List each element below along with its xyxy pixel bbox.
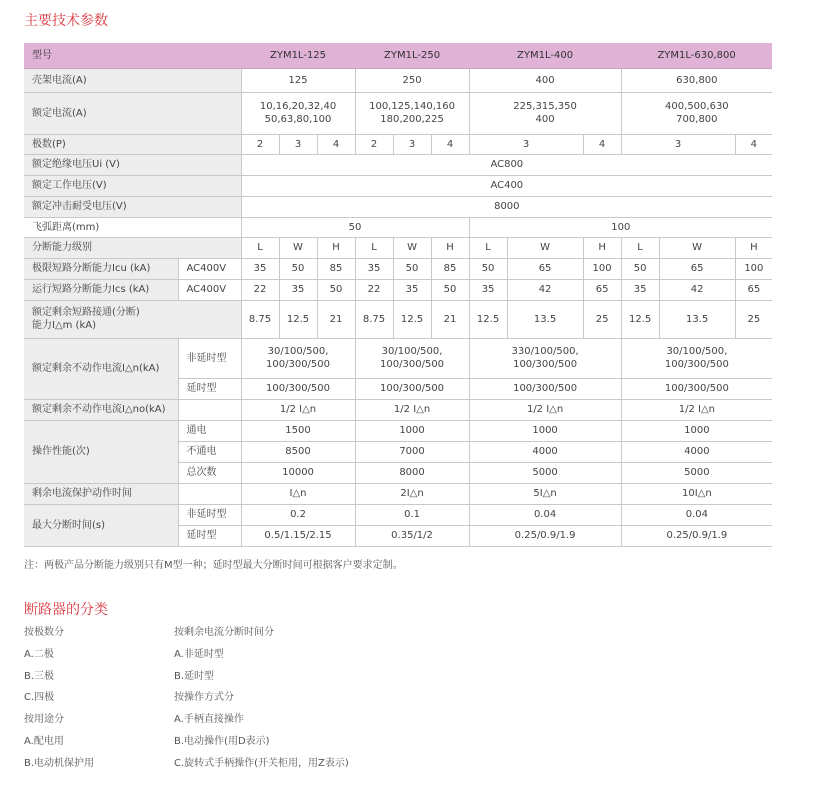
- cell: 1000: [621, 420, 772, 441]
- cell: 65: [583, 279, 621, 300]
- cell: 35: [241, 258, 279, 279]
- row-label: 额定电流(A): [24, 92, 241, 134]
- cell: 4: [735, 134, 772, 154]
- cell-line: 100/300/500: [664, 359, 729, 370]
- cell: 1/2 I△n: [621, 399, 772, 420]
- cell: [178, 399, 241, 420]
- cell: 0.25/0.9/1.9: [621, 525, 772, 546]
- cell: 7000: [355, 441, 469, 462]
- list-item: C.旋转式手柄操作(开关柜用，用Z表示): [174, 757, 349, 769]
- cell: 100/300/500: [469, 378, 621, 399]
- cell: 0.5/1.15/2.15: [241, 525, 355, 546]
- cell: 50: [279, 258, 317, 279]
- cell: 13.5: [659, 300, 735, 338]
- cell: 3: [621, 134, 735, 154]
- cell: 100/300/500: [241, 378, 355, 399]
- list-item: 按操作方式分: [174, 692, 234, 704]
- table-row: [24, 338, 772, 378]
- table-row: [24, 154, 772, 175]
- table-row: [24, 504, 772, 525]
- list-item: B.电动操作(用D表示): [174, 735, 270, 747]
- cell: 5I△n: [469, 483, 621, 504]
- cell: 42: [507, 279, 583, 300]
- cell: 65: [507, 258, 583, 279]
- cell: 42: [659, 279, 735, 300]
- cell: 4: [317, 134, 355, 154]
- cell: [355, 338, 469, 378]
- cell: 65: [659, 258, 735, 279]
- sub-label: AC400V: [178, 279, 241, 300]
- cell: [241, 92, 355, 134]
- cell: 5000: [469, 462, 621, 483]
- row-label: 剩余电流保护动作时间: [24, 483, 178, 504]
- cell-line: 30/100/500,: [666, 346, 728, 357]
- cell: 3: [469, 134, 583, 154]
- row-label: 极数(P): [24, 134, 241, 154]
- sub-label: 非延时型: [178, 338, 241, 378]
- cell: 0.25/0.9/1.9: [469, 525, 621, 546]
- cell-line: 100/300/500: [266, 359, 331, 370]
- cell: 35: [469, 279, 507, 300]
- cell: 10000: [241, 462, 355, 483]
- cell: 50: [317, 279, 355, 300]
- cell: I△n: [241, 483, 355, 504]
- cell: 8500: [241, 441, 355, 462]
- table-row: [24, 399, 772, 420]
- table-row: [24, 134, 772, 154]
- row-label: 额定绝缘电压Ui (V): [24, 154, 241, 175]
- cell-line: 400: [535, 114, 555, 125]
- model-250: ZYM1L-250: [355, 43, 469, 68]
- cell: [621, 92, 772, 134]
- cell: 2: [241, 134, 279, 154]
- cell: W: [279, 237, 317, 258]
- cell: 65: [735, 279, 772, 300]
- cell: 2: [355, 134, 393, 154]
- cell: AC800: [241, 154, 772, 175]
- list-item: A.非延时型: [174, 648, 224, 660]
- cell-line: 10,16,20,32,40: [259, 101, 337, 112]
- cell: H: [583, 237, 621, 258]
- cell: 1000: [355, 420, 469, 441]
- cell-line: 700,800: [676, 114, 718, 125]
- cell: L: [621, 237, 659, 258]
- cell-line: 100/300/500: [380, 359, 445, 370]
- cell: 10I△n: [621, 483, 772, 504]
- model-label: 型号: [24, 43, 241, 68]
- list-item: A.二极: [24, 648, 54, 660]
- cell: 12.5: [393, 300, 431, 338]
- sub-label: 延时型: [178, 525, 241, 546]
- cell: L: [241, 237, 279, 258]
- cell-line: 100,125,140,160: [369, 101, 455, 112]
- list-item: B.三极: [24, 670, 55, 682]
- model-125: ZYM1L-125: [241, 43, 355, 68]
- cell: W: [393, 237, 431, 258]
- classification-left: [24, 622, 94, 775]
- cell: 8000: [241, 196, 772, 217]
- cell-line: 225,315,350: [513, 101, 577, 112]
- cell: 35: [621, 279, 659, 300]
- cell: 22: [241, 279, 279, 300]
- list-item: C.四极: [24, 692, 55, 704]
- cell: 1/2 I△n: [469, 399, 621, 420]
- table-row: [24, 483, 772, 504]
- cell: 4000: [621, 441, 772, 462]
- cell: 1500: [241, 420, 355, 441]
- cell: 3: [279, 134, 317, 154]
- cell: 4000: [469, 441, 621, 462]
- cell: 1/2 I△n: [241, 399, 355, 420]
- cell: 85: [317, 258, 355, 279]
- cell-line: 30/100/500,: [267, 346, 329, 357]
- cell: 0.04: [621, 504, 772, 525]
- cell: 50: [469, 258, 507, 279]
- cell: [621, 338, 772, 378]
- cell: 50: [621, 258, 659, 279]
- cell: 100: [469, 217, 772, 237]
- table-row: [24, 68, 772, 92]
- sub-label: 延时型: [178, 378, 241, 399]
- table-row: [24, 217, 772, 237]
- table-header-row: [24, 43, 772, 68]
- cell: 630,800: [621, 68, 772, 92]
- cell: 8.75: [241, 300, 279, 338]
- table-row: [24, 420, 772, 441]
- cell: 8.75: [355, 300, 393, 338]
- classification-right: [174, 622, 349, 775]
- cell: W: [659, 237, 735, 258]
- cell: 8000: [355, 462, 469, 483]
- cell-line: 30/100/500,: [381, 346, 443, 357]
- list-item: A.手柄直接操作: [174, 714, 244, 726]
- cell: 13.5: [507, 300, 583, 338]
- cell-line: 50,63,80,100: [264, 114, 332, 125]
- cell: 0.04: [469, 504, 621, 525]
- cell: W: [507, 237, 583, 258]
- row-label-line: 能力I△m (kA): [32, 320, 96, 331]
- model-400: ZYM1L-400: [469, 43, 621, 68]
- cell: 21: [317, 300, 355, 338]
- row-label: [24, 300, 241, 338]
- cell: 50: [393, 258, 431, 279]
- sub-label: 不通电: [178, 441, 241, 462]
- cell: 50: [241, 217, 469, 237]
- cell: 100/300/500: [621, 378, 772, 399]
- cell: 35: [393, 279, 431, 300]
- table-note: 注：两极产品分断能力级别只有M型一种；延时型最大分断时间可根据客户要求定制。: [24, 560, 403, 571]
- table-row: [24, 92, 772, 134]
- row-label: 运行短路分断能力Ics (kA): [24, 279, 178, 300]
- cell-line: 100/300/500: [513, 359, 578, 370]
- cell: 25: [735, 300, 772, 338]
- sub-label: 非延时型: [178, 504, 241, 525]
- cell-line: 180,200,225: [380, 114, 444, 125]
- cell: 25: [583, 300, 621, 338]
- cell: 22: [355, 279, 393, 300]
- cell: L: [355, 237, 393, 258]
- cell: 100: [583, 258, 621, 279]
- row-label: 额定剩余不动作电流I△no(kA): [24, 399, 178, 420]
- list-item: B.延时型: [174, 670, 215, 682]
- cell-line: 330/100/500,: [511, 346, 579, 357]
- cell: 3: [393, 134, 431, 154]
- cell: H: [735, 237, 772, 258]
- table-row: [24, 300, 772, 338]
- section-title-classification: 断路器的分类: [24, 602, 108, 618]
- cell-line: 400,500,630: [665, 101, 729, 112]
- cell: [469, 338, 621, 378]
- row-label: 操作性能(次): [24, 420, 178, 483]
- list-item: A.配电用: [24, 735, 64, 747]
- cell: 100: [735, 258, 772, 279]
- cell: 35: [279, 279, 317, 300]
- row-label: 壳架电流(A): [24, 68, 241, 92]
- sub-label: 通电: [178, 420, 241, 441]
- cell: 125: [241, 68, 355, 92]
- sub-label: AC400V: [178, 258, 241, 279]
- table-row: [24, 258, 772, 279]
- row-label-line: 额定剩余短路接通(分断): [32, 307, 140, 318]
- list-item: 按用途分: [24, 714, 64, 726]
- cell: 2I△n: [355, 483, 469, 504]
- cell: 12.5: [621, 300, 659, 338]
- row-label: 额定工作电压(V): [24, 175, 241, 196]
- sub-label: 总次数: [178, 462, 241, 483]
- cell: H: [317, 237, 355, 258]
- list-item: B.电动机保护用: [24, 757, 95, 769]
- cell: 85: [431, 258, 469, 279]
- spec-table: [24, 43, 772, 547]
- cell: 4: [583, 134, 621, 154]
- cell: 0.35/1/2: [355, 525, 469, 546]
- row-label: 飞弧距离(mm): [24, 217, 241, 237]
- list-item: 按极数分: [24, 627, 64, 638]
- cell: 1/2 I△n: [355, 399, 469, 420]
- cell: 0.1: [355, 504, 469, 525]
- table-row: [24, 175, 772, 196]
- cell: 250: [355, 68, 469, 92]
- cell: 12.5: [279, 300, 317, 338]
- cell: 50: [431, 279, 469, 300]
- model-630-800: ZYM1L-630,800: [621, 43, 772, 68]
- list-item: 按剩余电流分断时间分: [174, 627, 274, 638]
- section-title-specs: 主要技术参数: [24, 13, 108, 29]
- cell: [178, 483, 241, 504]
- row-label: 额定剩余不动作电流I△n(kA): [24, 338, 178, 399]
- cell: 100/300/500: [355, 378, 469, 399]
- cell: 21: [431, 300, 469, 338]
- table-row: [24, 279, 772, 300]
- cell: 35: [355, 258, 393, 279]
- row-label: 额定冲击耐受电压(V): [24, 196, 241, 217]
- row-label: 极限短路分断能力Icu (kA): [24, 258, 178, 279]
- cell: 12.5: [469, 300, 507, 338]
- cell: H: [431, 237, 469, 258]
- table-row: [24, 196, 772, 217]
- cell: 4: [431, 134, 469, 154]
- cell: L: [469, 237, 507, 258]
- cell: [355, 92, 469, 134]
- cell: 0.2: [241, 504, 355, 525]
- row-label: 最大分断时间(s): [24, 504, 178, 546]
- cell: 1000: [469, 420, 621, 441]
- cell: 5000: [621, 462, 772, 483]
- cell: [469, 92, 621, 134]
- row-label: 分断能力级别: [24, 237, 241, 258]
- cell: 400: [469, 68, 621, 92]
- cell: AC400: [241, 175, 772, 196]
- table-row: [24, 237, 772, 258]
- cell: [241, 338, 355, 378]
